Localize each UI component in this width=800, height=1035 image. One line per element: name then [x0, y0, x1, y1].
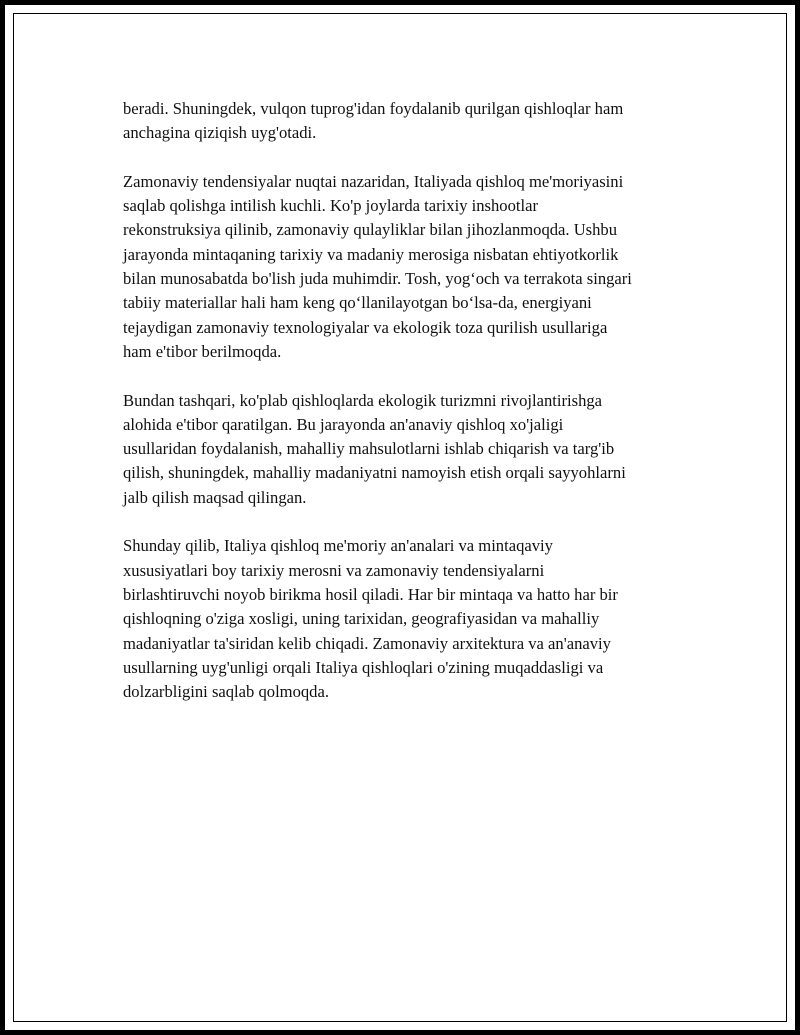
text-line: alohida e'tibor qaratilgan. Bu jarayonda an'anaviy qishloq xo'jaligi [123, 414, 564, 434]
text-line: Zamonaviy tendensiyalar nuqtai nazaridan, Italiyada qishloq me'moriyasini [123, 171, 624, 191]
text-line: Shunday qilib, Italiya qishloq me'moriy an'analari va mintaqaviy [123, 536, 553, 556]
text-line: usullarning uyg'unligi orqali Italiya qishloqlari o'zining muqaddasligi va [123, 657, 604, 677]
text-line: qishloqning o'ziga xosligi, uning tarixidan, geografiyasidan va mahalliy [123, 609, 600, 629]
text-line: jalb qilish maqsad qilingan. [123, 487, 307, 507]
text-line: dolzarbligini saqlab qolmoqda. [123, 682, 329, 702]
document-body [123, 97, 693, 729]
text-line: tejaydigan zamonaviy texnologiyalar va ekologik toza qurilish usullariga [123, 317, 608, 337]
text-line: beradi. Shuningdek, vulqon tuprog'idan foydalanib qurilgan qishloqlar ham [123, 99, 624, 118]
text-line: madaniyatlar ta'siridan kelib chiqadi. Zamonaviy arxitektura va an'anaviy [123, 633, 611, 653]
text-line: Bundan tashqari, ko'plab qishloqlarda ekologik turizmni rivojlantirishga [123, 390, 603, 410]
text-line: tabiiy materiallar hali ham keng qo‘llanilayotgan bo‘lsa-da, energiyani [123, 293, 592, 313]
text-line: bilan munosabatda bo'lish juda muhimdir. Tosh, yog‘och va terrakota singari [123, 269, 632, 289]
text-line: rekonstruksiya qilinib, zamonaviy qulayliklar bilan jihozlanmoqda. Ushbu [123, 220, 618, 240]
text-line: anchagina qiziqish uyg'otadi. [123, 123, 317, 143]
text-line: saqlab qolishga intilish kuchli. Ko'p joylarda tarixiy inshootlar [123, 196, 539, 216]
text-line: jarayonda mintaqaning tarixiy va madaniy merosiga nisbatan ehtiyotkorlik [123, 244, 619, 264]
text-line: ham e'tibor berilmoqda. [123, 341, 282, 361]
text-line: birlashtiruvchi noyob birikma hosil qiladi. Har bir mintaqa va hatto har bir [123, 584, 618, 604]
text-line: qilish, shuningdek, mahalliy madaniyatni namoyish etish orqali sayyohlarni [123, 463, 626, 483]
paragraph-4 [123, 534, 693, 704]
paragraph-3 [123, 389, 693, 510]
text-line: usullaridan foydalanish, mahalliy mahsulotlarni ishlab chiqarish va targ'ib [123, 439, 615, 459]
text-line: xususiyatlari boy tarixiy merosni va zamonaviy tendensiyalarni [123, 560, 545, 580]
paragraph-2 [123, 170, 693, 364]
paragraph-1 [123, 97, 693, 146]
